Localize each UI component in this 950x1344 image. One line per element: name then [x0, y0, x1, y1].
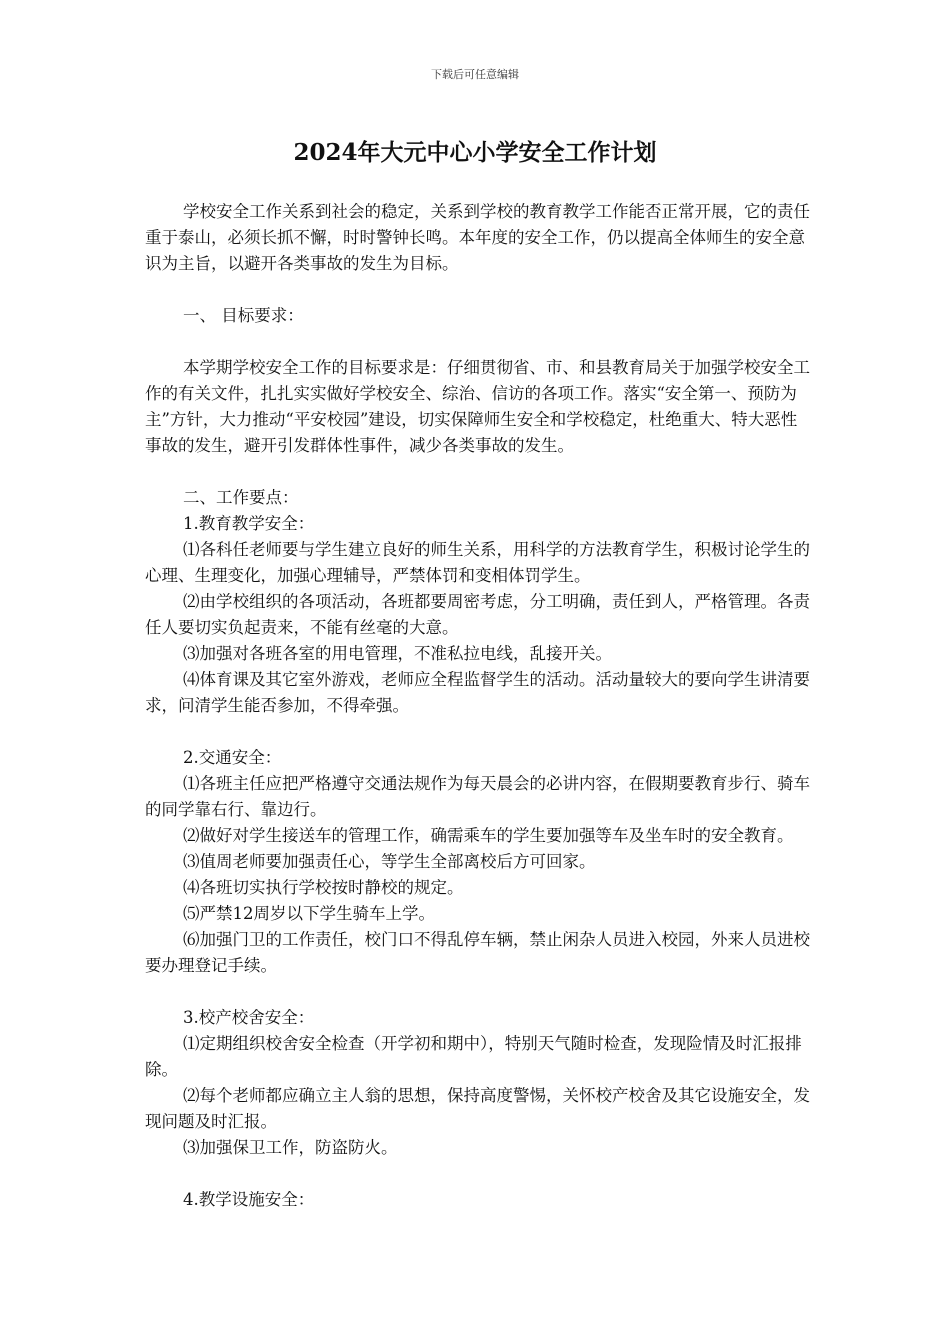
intro-paragraph: 学校安全工作关系到社会的稳定，关系到学校的教育教学工作能否正常开展，它的责任重于泰山，必须长抓不懈，时时警钟长鸣。本年度的安全工作，仍以提高全体师生的安全意识为主旨，以避开各类事故的发生为目标。 — [145, 202, 810, 273]
document-body — [145, 199, 813, 1213]
list-item: ⑶值周老师要加强责任心，等学生全部离校后方可回家。 — [183, 852, 596, 871]
document-title: 2024年大元中心小学安全工作计划 — [293, 139, 657, 166]
list-item: ⑵由学校组织的各项活动，各班都要周密考虑，分工明确，责任到人，严格管理。各责任人要切实负起责来，不能有丝毫的大意。 — [145, 592, 810, 637]
list-item: ⑴各班主任应把严格遵守交通法规作为每天晨会的必讲内容，在假期要教育步行、骑车的同学靠右行、靠边行。 — [145, 774, 810, 819]
list-item: ⑵做好对学生接送车的管理工作，确需乘车的学生要加强等车及坐车时的安全教育。 — [183, 826, 794, 845]
list-item: ⑹加强门卫的工作责任，校门口不得乱停车辆，禁止闲杂人员进入校园，外来人员进校要办理登记手续。 — [145, 930, 810, 975]
section-1-heading: 一、 目标要求： — [183, 306, 304, 325]
list-item: ⑴定期组织校舍安全检查（开学初和期中），特别天气随时检查，发现险情及时汇报排除。 — [145, 1034, 802, 1079]
section-1-body: 本学期学校安全工作的目标要求是：仔细贯彻省、市、和县教育局关于加强学校安全工作的有关文件，扎扎实实做好学校安全、综治、信访的各项工作。落实“安全第一、预防为主”方针，大力推动“平安校园”建设，切实保障师生安全和学校稳定，杜绝重大、特大恶性事故的发生，避开引发群体性事件，减少各类事故的发生。 — [145, 358, 810, 455]
list-item: ⑵每个老师都应确立主人翁的思想，保持高度警惕，关怀校产校舍及其它设施安全，发现问题及时汇报。 — [145, 1086, 810, 1131]
subsection-2-heading: 2.交通安全： — [183, 748, 282, 767]
subsection-1-heading: 1.教育教学安全： — [183, 514, 315, 533]
list-item: ⑷体育课及其它室外游戏，老师应全程监督学生的活动。活动量较大的要向学生讲清要求，问清学生能否参加，不得牵强。 — [145, 670, 810, 715]
list-item: ⑷各班切实执行学校按时静校的规定。 — [183, 878, 464, 897]
list-item: ⑶加强对各班各室的用电管理，不准私拉电线，乱接开关。 — [183, 644, 612, 663]
list-item: ⑴各科任老师要与学生建立良好的师生关系，用科学的方法教育学生，积极讨论学生的心理、生理变化，加强心理辅导，严禁体罚和变相体罚学生。 — [145, 540, 810, 585]
subsection-3-heading: 3.校产校舍安全： — [183, 1008, 315, 1027]
section-2-heading: 二、工作要点： — [183, 488, 299, 507]
header-note: 下载后可任意编辑 — [431, 68, 519, 81]
subsection-4-heading: 4.教学设施安全： — [183, 1190, 315, 1209]
list-item: ⑶加强保卫工作，防盗防火。 — [183, 1138, 398, 1157]
list-item: ⑸严禁12周岁以下学生骑车上学。 — [183, 904, 435, 923]
